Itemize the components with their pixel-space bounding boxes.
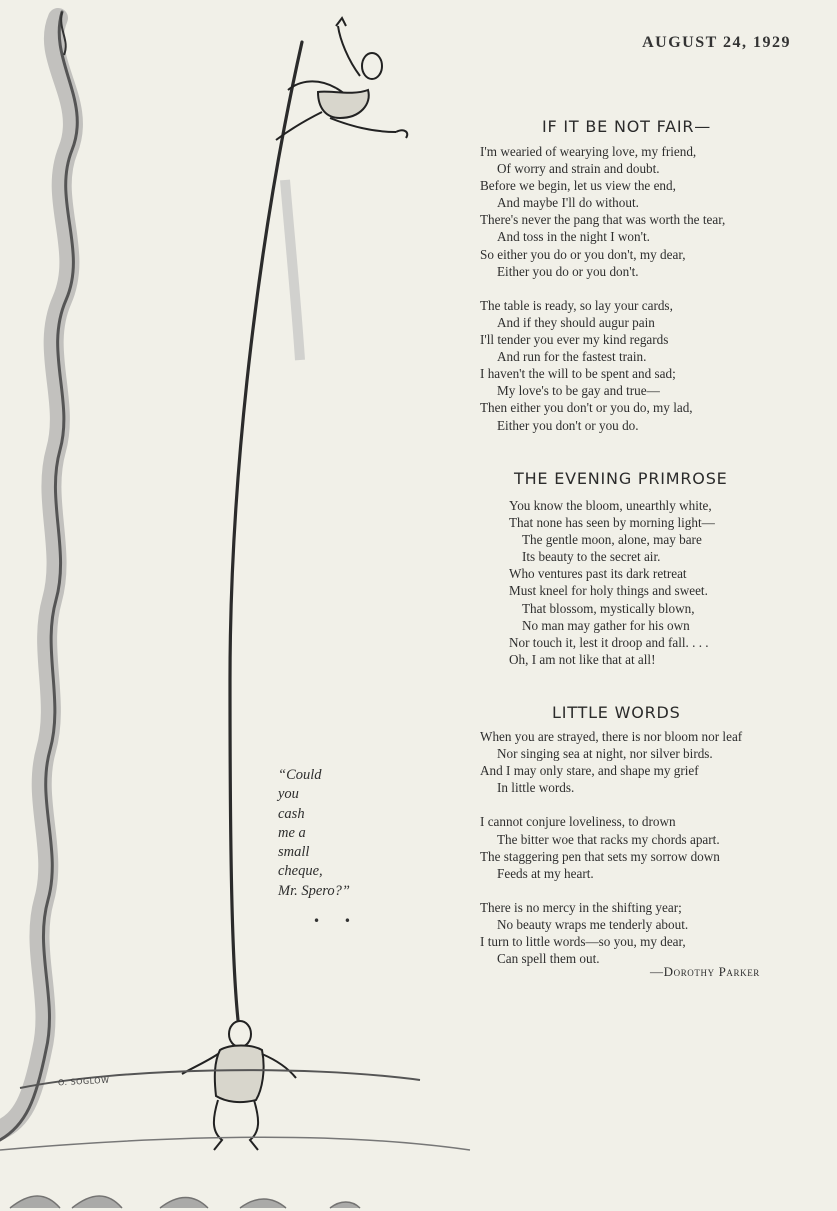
poem-line: No beauty wraps me tenderly about. (497, 917, 689, 933)
stanza-break (480, 796, 742, 813)
poem-line: I haven't the will to be spent and sad; (480, 366, 676, 382)
cartoon-caption (278, 766, 350, 901)
poem-line: There is no mercy in the shifting year; (480, 899, 682, 915)
poem-line: My love's to be gay and true— (497, 383, 660, 399)
poem-line: Who ventures past its dark retreat (509, 566, 687, 582)
caption-line: small (278, 844, 310, 861)
poem-line: The bitter woe that racks my chords apart. (497, 831, 720, 847)
poem-line: The gentle moon, alone, may bare (522, 532, 702, 548)
caption-line: Mr. Spero?” (278, 882, 350, 899)
poem-if-it-be-not-fair (480, 143, 725, 434)
artist-signature: O. SOGLOW (57, 1075, 110, 1088)
top-acrobat (276, 18, 407, 140)
poem-line: Must kneel for holy things and sweet. (509, 583, 708, 599)
poem-line: Of worry and strain and doubt. (497, 161, 660, 177)
poem-line: I'm wearied of wearying love, my friend, (480, 144, 697, 159)
author-dash: — (650, 964, 664, 979)
bottom-acrobat (182, 1021, 296, 1150)
caption-line: “Could (278, 767, 322, 783)
poem-line: Can spell them out. (497, 951, 600, 967)
author-byline (650, 964, 760, 980)
poem-line: Nor touch it, lest it droop and fall. . . . (509, 634, 709, 650)
caption-line: cheque, (278, 863, 323, 880)
pole-shadow (285, 180, 300, 360)
poem-line: Either you don't or you do. (497, 417, 639, 433)
curtain-shadow (0, 18, 73, 1130)
poem-line: I turn to little words—so you, my dear, (480, 934, 686, 950)
poem-title-little-words: LITTLE WORDS (552, 703, 681, 722)
poem-title-evening-primrose: THE EVENING PRIMROSE (514, 469, 728, 488)
caption-line: cash (278, 805, 305, 822)
poem-line: When you are strayed, there is nor bloom nor leaf (480, 729, 743, 744)
poem-line: Nor singing sea at night, nor silver birds. (497, 746, 713, 762)
poem-line: The table is ready, so lay your cards, (480, 297, 673, 313)
poem-line: You know the bloom, unearthly white, (509, 498, 712, 513)
issue-date: AUGUST 24, 1929 (642, 34, 791, 51)
poem-line: And toss in the night I won't. (497, 229, 650, 245)
poem-line: No man may gather for his own (522, 617, 690, 633)
poem-line: That none has seen by morning light— (509, 515, 715, 531)
poem-line: And maybe I'll do without. (497, 195, 639, 211)
caption-line: me a (278, 824, 306, 841)
stanza-break (480, 280, 725, 297)
caption-line: you (278, 786, 299, 803)
author-last-name: Parker (718, 964, 760, 979)
poem-line: And if they should augur pain (497, 314, 655, 330)
poem-line: Oh, I am not like that at all! (509, 651, 656, 667)
poem-evening-primrose (509, 497, 715, 668)
poem-line: Either you do or you don't. (497, 263, 639, 279)
poem-line: The staggering pen that sets my sorrow down (480, 848, 720, 864)
stanza-break (480, 882, 742, 899)
poem-line: Feeds at my heart. (497, 865, 594, 881)
poem-little-words (480, 728, 742, 967)
poem-line: So either you do or you don't, my dear, (480, 246, 686, 262)
poem-line: There's never the pang that was worth the tear, (480, 212, 726, 228)
poem-line: Then either you don't or you do, my lad, (480, 400, 693, 416)
poem-line: Its beauty to the secret air. (522, 549, 661, 565)
poem-line: And run for the fastest train. (497, 349, 647, 365)
poem-line: And I may only stare, and shape my grief (480, 763, 699, 779)
poem-line: I cannot conjure loveliness, to drown (480, 814, 676, 830)
section-dots: • • (313, 914, 361, 928)
poem-line: In little words. (497, 780, 575, 796)
poem-line: That blossom, mystically blown, (522, 600, 695, 616)
poem-title-if-it-be-not-fair: IF IT BE NOT FAIR— (542, 117, 712, 136)
poem-line: I'll tender you ever my kind regards (480, 332, 669, 348)
author-first-name: Dorothy (663, 964, 715, 979)
poem-line: Before we begin, let us view the end, (480, 178, 676, 194)
